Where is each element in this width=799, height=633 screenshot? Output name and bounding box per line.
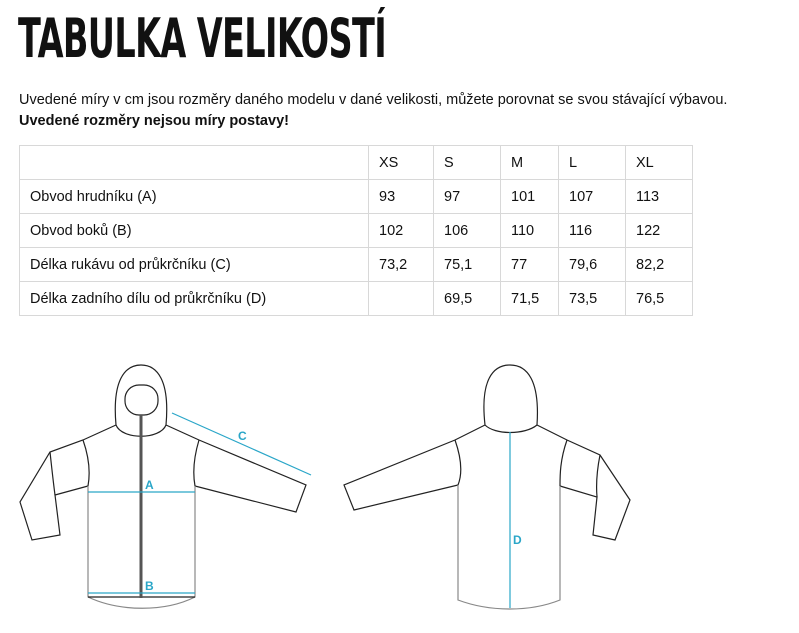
header-cell: S [434,146,501,180]
jacket-diagram [0,340,799,633]
header-cell: M [501,146,559,180]
intro-text [19,90,727,132]
label-b: B [145,579,154,593]
table-header-row [20,146,693,180]
cell: 76,5 [626,282,693,316]
cell [369,282,434,316]
intro-note: Uvedené rozměry nejsou míry postavy! [19,113,289,129]
label-d: D [513,533,522,547]
cell: 75,1 [434,248,501,282]
back-jacket-illustration [344,365,630,609]
table-row [20,282,693,316]
cell: Obvod hrudníku (A) [20,180,369,214]
cell: Délka rukávu od průkrčníku (C) [20,248,369,282]
cell: 77 [501,248,559,282]
header-cell: L [559,146,626,180]
cell: 113 [626,180,693,214]
cell: 122 [626,214,693,248]
front-jacket-illustration [20,365,311,608]
cell: 93 [369,180,434,214]
cell: 73,2 [369,248,434,282]
label-c: C [238,429,247,443]
table-row [20,180,693,214]
cell: 82,2 [626,248,693,282]
cell: 73,5 [559,282,626,316]
page-title: TABULKA VELIKOSTÍ [18,7,387,70]
header-cell [20,146,369,180]
size-table [19,145,693,316]
intro-line: Uvedené míry v cm jsou rozměry daného modelu v dané velikosti, můžete porovnat se svou stávající výbavou. [19,92,728,108]
cell: 69,5 [434,282,501,316]
cell: 106 [434,214,501,248]
label-a: A [145,478,154,492]
cell: 107 [559,180,626,214]
cell: 97 [434,180,501,214]
table-row [20,214,693,248]
header-cell: XS [369,146,434,180]
cell: Obvod boků (B) [20,214,369,248]
cell: 71,5 [501,282,559,316]
cell: 110 [501,214,559,248]
header-cell: XL [626,146,693,180]
cell: 101 [501,180,559,214]
table-row [20,248,693,282]
cell: 102 [369,214,434,248]
cell: Délka zadního dílu od průkrčníku (D) [20,282,369,316]
cell: 79,6 [559,248,626,282]
cell: 116 [559,214,626,248]
